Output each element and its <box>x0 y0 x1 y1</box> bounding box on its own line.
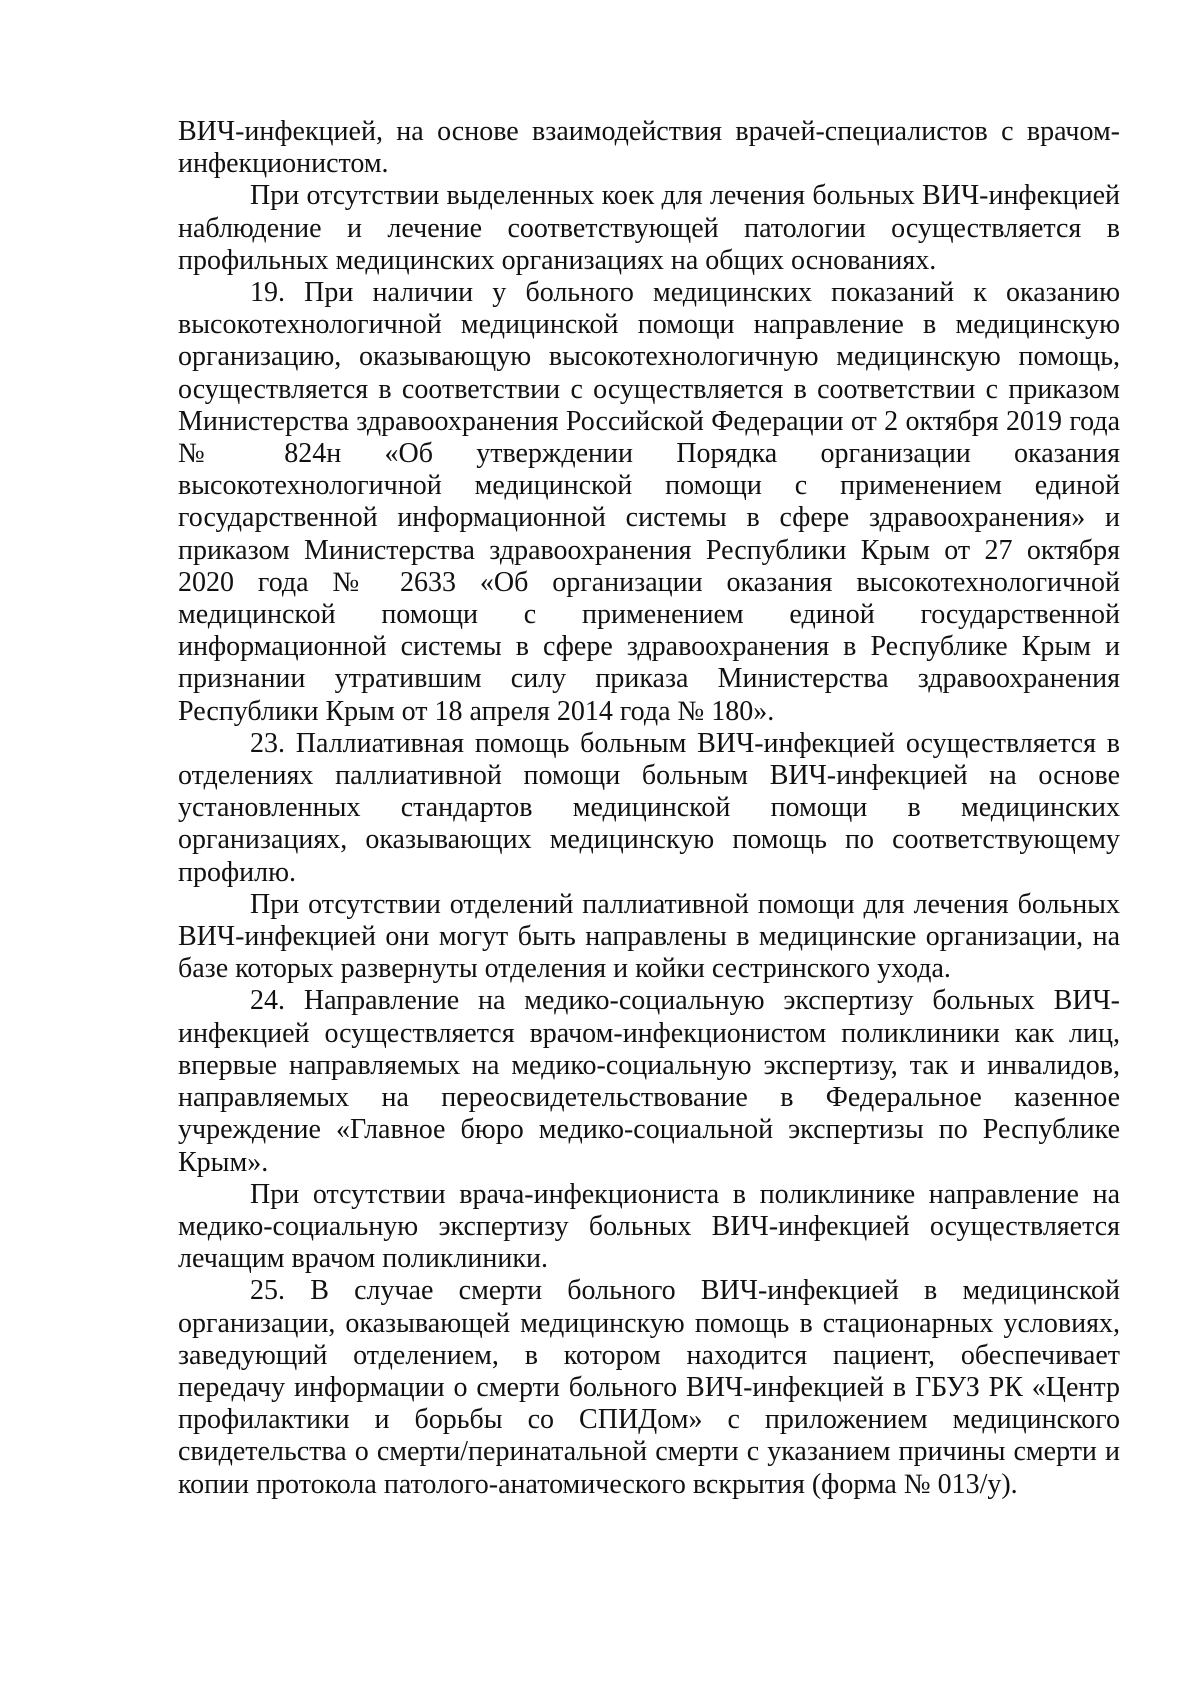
paragraph-no-beds: При отсутствии выделенных коек для лечения больных ВИЧ-инфекцией наблюдение и лечение соответствующей патологии осуществляется в профильных медицинских организациях на общих основаниях. <box>178 180 1120 276</box>
paragraph-continuation: ВИЧ-инфекцией, на основе взаимодействия врачей-специалистов с врачом-инфекционистом. <box>178 116 1120 180</box>
paragraph-no-palliative: При отсутствии отделений паллиативной помощи для лечения больных ВИЧ-инфекцией они могут быть направлены в медицинские организации, на базе которых развернуты отделения и койки сестринского ухода. <box>178 888 1120 985</box>
paragraph-item-24: 24. Направление на медико-социальную экспертизу больных ВИЧ-инфекцией осуществляется врачом-инфекционистом поликлиники как лиц, впервые направляемых на медико-социальную экспертизу, так и инвалидов, направляемых на переосвидетельствование в Федеральное казенное учреждение «Главное бюро медико-социальной экспертизы по Республике Крым». <box>178 985 1120 1178</box>
paragraph-item-19: 19. При наличии у больного медицинских показаний к оказанию высокотехнологичной медицинской помощи направление в медицинскую организацию, оказывающую высокотехнологичную медицинскую помощь, осуществляется в соответствии с осуществляется в соответствии с приказом Министерства здравоохранения Российской Федерации от 2 октября 2019 года № 824н «Об утверждении Порядка организации оказания высокотехнологичной медицинской помощи с применением единой государственной информационной системы в сфере здравоохранения» и приказом Министерства здравоохранения Республики Крым от 27 октября 2020 года № 2633 «Об организации оказания высокотехнологичной медицинской помощи с применением единой государственной информационной системы в сфере здравоохранения в Республике Крым и признании утратившим силу приказа Министерства здравоохранения Республики Крым от 18 апреля 2014 года № 180». <box>178 277 1120 727</box>
document-body <box>178 116 1120 1501</box>
paragraph-item-23: 23. Паллиативная помощь больным ВИЧ-инфекцией осуществляется в отделениях паллиативной помощи больным ВИЧ-инфекцией на основе установленных стандартов медицинской помощи в медицинских организациях, оказывающих медицинскую помощь по соответствующему профилю. <box>178 727 1120 888</box>
paragraph-item-25: 25. В случае смерти больного ВИЧ-инфекцией в медицинской организации, оказывающей медицинскую помощь в стационарных условиях, заведующий отделением, в котором находится пациент, обеспечивает передачу информации о смерти больного ВИЧ-инфекцией в ГБУЗ РК «Центр профилактики и борьбы со СПИДом» с приложением медицинского свидетельства о смерти/перинатальной смерти с указанием причины смерти и копии протокола патолого-анатомического вскрытия (форма № 013/у). <box>178 1275 1120 1500</box>
paragraph-no-infectionist: При отсутствии врача-инфекциониста в поликлинике направление на медико-социальную экспертизу больных ВИЧ-инфекцией осуществляется лечащим врачом поликлиники. <box>178 1178 1120 1275</box>
